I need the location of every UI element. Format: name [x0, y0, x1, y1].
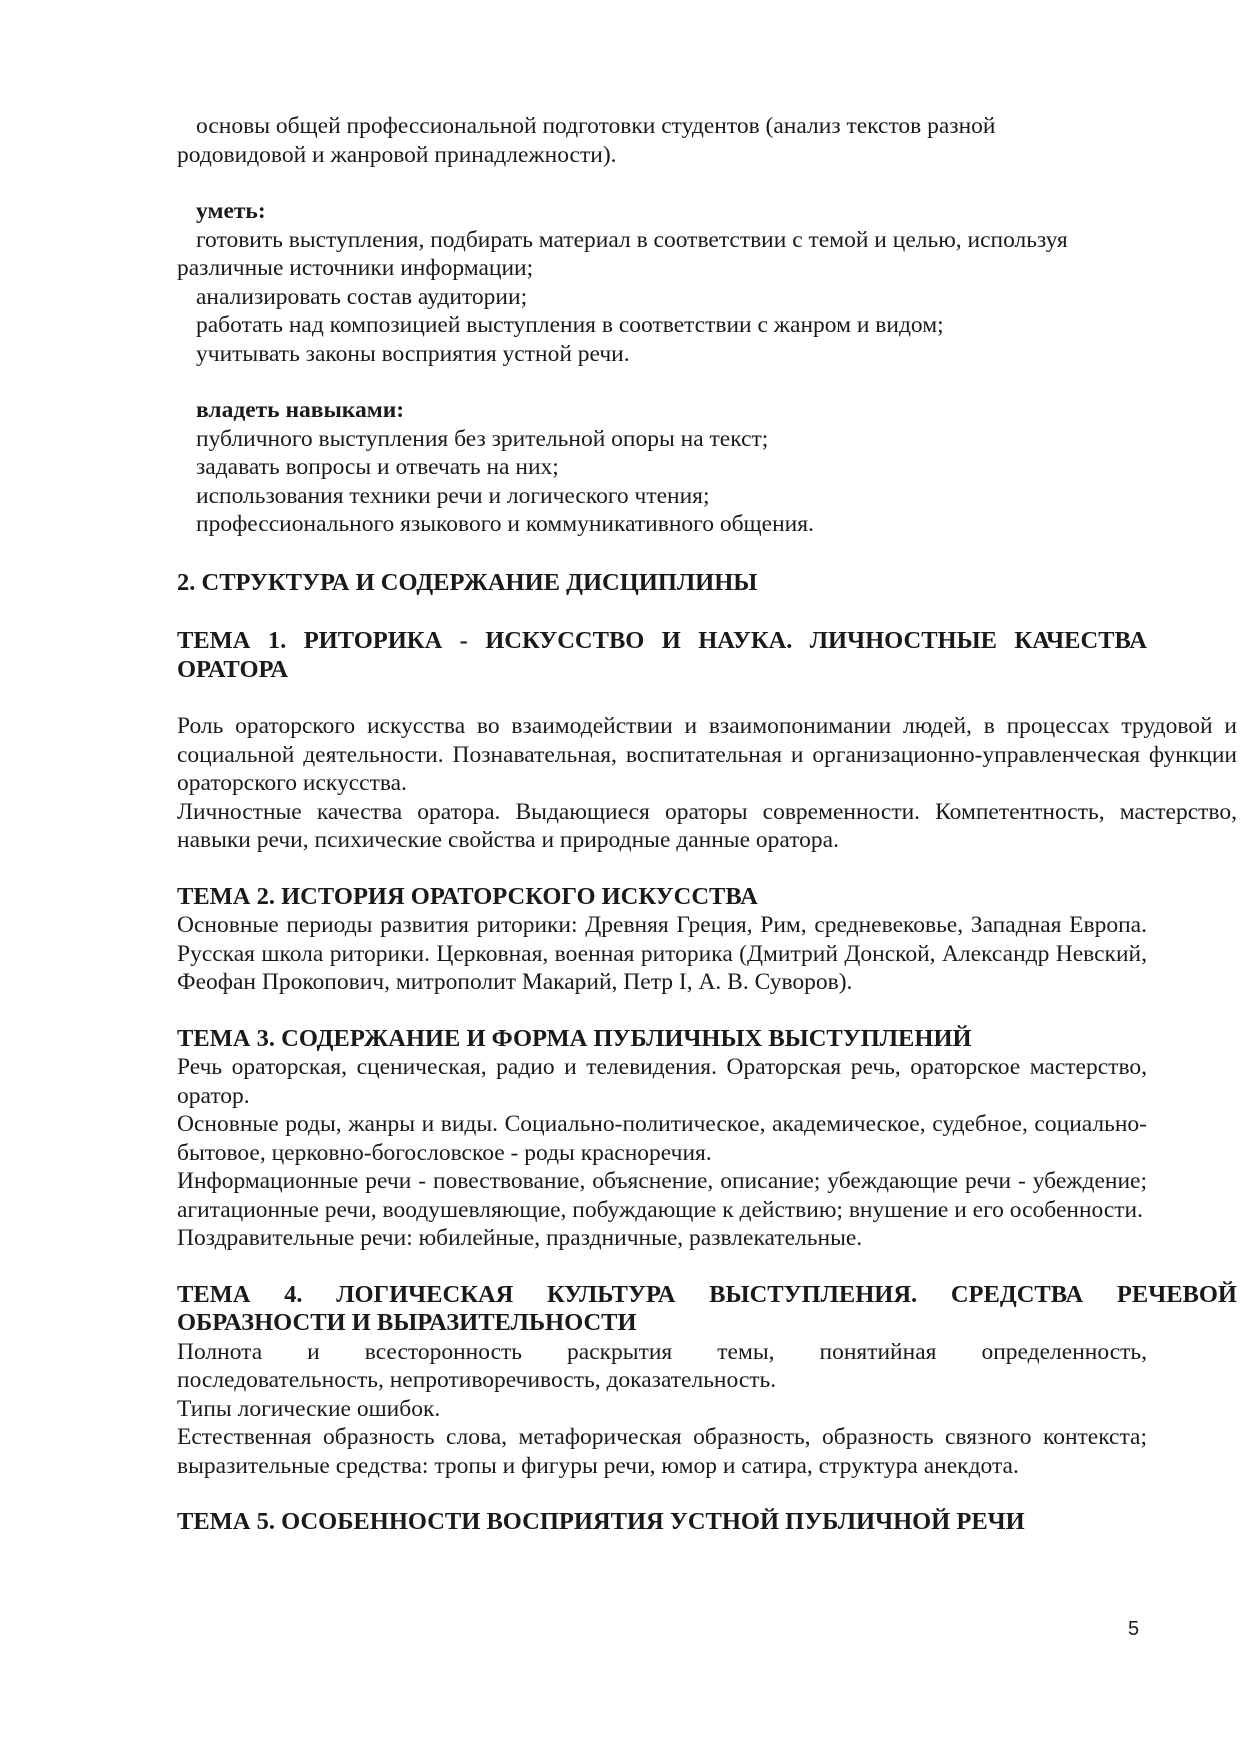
umet-item-3: работать над композицией выступления в соответствии с жанром и видом;: [196, 312, 944, 338]
vladet-item-4: профессионального языкового и коммуникативного общения.: [196, 511, 814, 537]
vladet-label: владеть навыками:: [196, 397, 405, 423]
document-page: [177, 112, 1237, 1537]
tema-1-heading-line-2: ОРАТОРА: [177, 655, 289, 683]
tema-3-paragraph-1: Речь ораторская, сценическая, радио и телевидения. Ораторская речь, ораторское мастерство, оратор.: [177, 1054, 1147, 1109]
tema-3-paragraph-3: Информационные речи - повествование, объяснение, описание; убеждающие речи - убеждение; агитационные речи, воодушевляющие, побуждающие к действию; внушение и его особенности.: [177, 1168, 1147, 1223]
tema-3-heading: ТЕМА 3. СОДЕРЖАНИЕ И ФОРМА ПУБЛИЧНЫХ ВЫСТУПЛЕНИЙ: [177, 1024, 972, 1052]
vladet-item-2: задавать вопросы и отвечать на них;: [196, 454, 559, 480]
tema-3-paragraph-2: Основные роды, жанры и виды. Социально-политическое, академическое, судебное, социально-бытовое, церковно-богословское - роды красноречия.: [177, 1111, 1147, 1166]
tema-2-heading: ТЕМА 2. ИСТОРИЯ ОРАТОРСКОГО ИСКУССТВА: [177, 882, 758, 910]
tema-4-heading-line-2: ОБРАЗНОСТИ И ВЫРАЗИТЕЛЬНОСТИ: [177, 1309, 637, 1336]
umet-item-2: анализировать состав аудитории;: [196, 283, 528, 310]
tema-4-paragraph-1-line-1: Полнота и всесторонность раскрытия темы, понятийная определенность,: [177, 1338, 1147, 1365]
tema-3-paragraph-4: Поздравительные речи: юбилейные, праздничные, развлекательные.: [177, 1225, 863, 1251]
tema-1-heading-line-1: ТЕМА 1. РИТОРИКА - ИСКУССТВО И НАУКА. ЛИЧНОСТНЫЕ КАЧЕСТВА: [177, 627, 1147, 654]
intro-line-1: основы общей профессиональной подготовки студентов (анализ текстов разной: [196, 113, 996, 139]
umet-item-1: готовить выступления, подбирать материал в соответствии с темой и целью, используя: [196, 226, 1068, 253]
tema-2-paragraph-1: Основные периоды развития риторики: Древняя Греция, Рим, средневековье, Западная Европа. Русская школа риторики. Церковная, военная риторика (Дмитрий Донской, Александр Невский, Феофан Прокопович, митрополит Макарий, Петр I, А. В. Суворов).: [177, 912, 1147, 995]
vladet-item-1: публичного выступления без зрительной опоры на текст;: [196, 425, 769, 452]
tema-4-paragraph-3: Естественная образность слова, метафорическая образность, образность связного контекста; выразительные средства: тропы и фигуры речи, юмор и сатира, структура анекдота.: [177, 1424, 1147, 1479]
tema-4-paragraph-2: Типы логические ошибок.: [177, 1395, 441, 1422]
umet-item-1-cont: различные источники информации;: [177, 255, 534, 281]
vladet-item-3: использования техники речи и логического чтения;: [196, 482, 710, 509]
umet-label: уметь:: [196, 198, 266, 224]
page-number: 5: [1128, 1618, 1140, 1640]
section-2-heading: 2. СТРУКТУРА И СОДЕРЖАНИЕ ДИСЦИПЛИНЫ: [177, 568, 758, 596]
umet-item-4: учитывать законы восприятия устной речи.: [196, 340, 630, 367]
tema-1-paragraph-2: Личностные качества оратора. Выдающиеся ораторы современности. Компетентность, мастерство, навыки речи, психические свойства и природные данные оратора.: [177, 798, 1237, 853]
tema-4-paragraph-1-line-2: последовательность, непротиворечивость, доказательность.: [177, 1367, 777, 1393]
tema-4-heading-line-1: ТЕМА 4. ЛОГИЧЕСКАЯ КУЛЬТУРА ВЫСТУПЛЕНИЯ. СРЕДСТВА РЕЧЕВОЙ: [177, 1280, 1237, 1308]
tema-1-paragraph-1: Роль ораторского искусства во взаимодействии и взаимопонимании людей, в процессах трудовой и социальной деятельности. Познавательная, воспитательная и организационно-управленческая функции ораторского искусства.: [177, 713, 1237, 796]
tema-5-heading: ТЕМА 5. ОСОБЕННОСТИ ВОСПРИЯТИЯ УСТНОЙ ПУБЛИЧНОЙ РЕЧИ: [177, 1508, 1025, 1535]
intro-line-2: родовидовой и жанровой принадлежности).: [177, 141, 617, 168]
